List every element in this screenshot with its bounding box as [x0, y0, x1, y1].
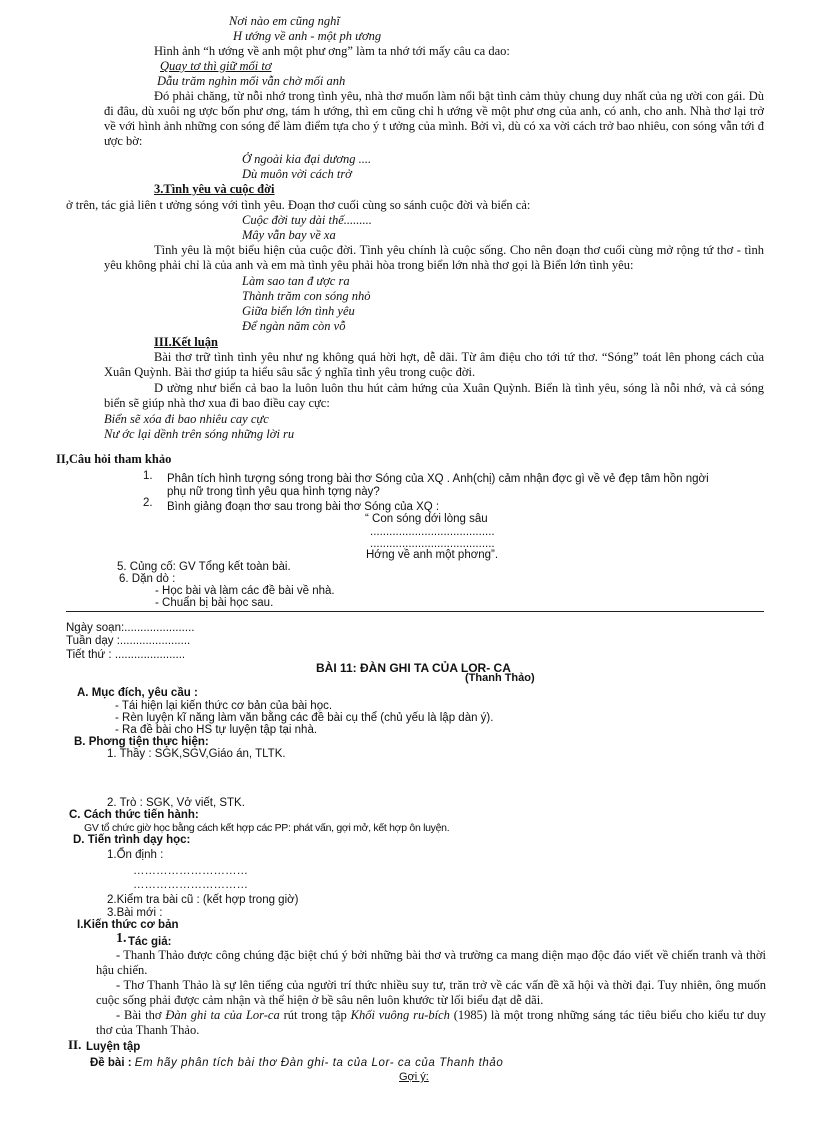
step-line: 6. Dặn dò :	[119, 573, 176, 585]
paragraph: - Thơ Thanh Thảo là sự lên tiếng của người trí thức nhiều suy tư, trăn trở về các vấn đề xã hội và thời đại. Tuy nhiên, ông muốn cuộc sống phải được cảm nhận và thể hiện ở bề sâu nên luôn khước từ lối biểu đạt dễ dãi.	[96, 978, 766, 1007]
task-text: Em hãy phân tích bài thơ Đàn ghi- ta của Lor- ca của Thanh thảo	[134, 1057, 504, 1069]
poem-title: Đàn ghi ta của Lor-ca	[165, 1008, 280, 1022]
step-line: 3.Bài mới :	[107, 907, 163, 919]
ca-dao-line: Quay tơ thì giữ mối tơ	[160, 59, 272, 73]
paragraph: D ường như biển cả bao la luôn luôn thu hút cảm hứng của Xuân Quỳnh. Biển là tình yêu, sóng là nỗi nhớ, và cả sóng biển sẽ giúp nhà thơ xua đi bao điều cay cực:	[104, 381, 764, 410]
list-item: 2. Trò : SGK, Vở viết, STK.	[107, 797, 245, 809]
section-heading: C. Cách thức tiến hành:	[69, 809, 199, 821]
divider	[66, 611, 764, 612]
paragraph: Bài thơ trữ tình tình yêu như ng không quá hời hợt, dễ dãi. Từ âm điệu cho tới tứ thơ. “Sóng” toát lên phong cách của Xuân Quỳnh. Bài thơ giúp ta hiểu sâu sắc ý nghĩa tình yêu trong cuộc đời.	[104, 350, 764, 379]
text-run: (1985) là một trong những sáng tác tiêu biểu cho kiểu tư duy thơ của Thanh Thảo.	[96, 1008, 766, 1037]
meta-line: Tiết thứ : ......................	[66, 649, 186, 661]
dots-line: .......................................	[370, 526, 495, 538]
step-line: 5. Củng cố: GV Tổng kết toàn bài.	[117, 561, 291, 573]
step-line: 2.Kiểm tra bài cũ : (kết hợp trong giờ)	[107, 894, 299, 906]
verse-line: Ở ngoài kia đại dương ....	[242, 152, 372, 166]
hint-label: Gợi ý:	[399, 1071, 429, 1083]
verse-line: Giữa biển lớn tình yêu	[242, 304, 355, 318]
section-heading: III.Kết luận	[154, 335, 218, 349]
paragraph: - Thanh Thảo được công chúng đặc biệt chú ý bởi những bài thơ và trường ca mang diện mạo độc đáo viết về chiến tranh và thời hậu chiến.	[96, 948, 766, 977]
verse-line: Cuộc đời tuy dài thế.........	[242, 213, 372, 227]
dots-line: …………………………	[133, 865, 248, 877]
meta-line: Tuần dạy :......................	[66, 635, 191, 647]
section-heading: 3.Tình yêu và cuộc đời	[154, 182, 275, 196]
lesson-title: BÀI 11: ĐÀN GHI TA CỦA LOR- CA	[316, 661, 511, 675]
section-heading: D. Tiến trình dạy học:	[73, 834, 191, 846]
section-number: II.	[68, 1037, 82, 1052]
section-heading: II,Câu hỏi tham khảo	[56, 452, 172, 466]
question-text: phụ nữ trong tình yêu qua hình tợng này?	[167, 486, 380, 498]
verse-line: Nư ớc lại dềnh trên sóng những lời ru	[104, 427, 295, 441]
verse-line: Nơi nào em cũng nghĩ	[229, 14, 340, 28]
verse-line: Mây vẫn bay về xa	[242, 228, 336, 242]
section-heading: I.Kiến thức cơ bản	[77, 919, 179, 931]
lesson-author: (Thanh Thảo)	[465, 672, 535, 684]
list-item: - Chuẩn bị bài học sau.	[155, 597, 274, 609]
paragraph: GV tổ chức giờ học bằng cách kết hợp các PP: phát vấn, gợi mở, kết hợp ôn luyện.	[84, 822, 450, 834]
text-run: - Bài thơ	[116, 1008, 166, 1022]
collection-title: Khối vuông ru-bích	[350, 1008, 450, 1022]
list-item: 1. Thầy : SGK,SGV,Giáo án, TLTK.	[107, 748, 286, 760]
verse-line: Thành trăm con sóng nhỏ	[242, 289, 371, 303]
list-item: - Tái hiện lại kiến thức cơ bản của bài học.	[115, 700, 333, 712]
task	[90, 1056, 503, 1071]
list-item: - Ra đề bài cho HS tự luyện tập tại nhà.	[115, 724, 318, 736]
verse-line: Biển sẽ xóa đi bao nhiêu cay cực	[104, 412, 269, 426]
paragraph	[96, 1008, 766, 1038]
meta-line: Ngày soạn:......................	[66, 622, 195, 634]
section-heading: B. Phơng tiện thực hiện:	[74, 736, 209, 748]
question-text: Phân tích hình tượng sóng trong bài thơ Sóng của XQ . Anh(chị) cảm nhận đợc gì về vẻ đẹp tâm hồn ngời	[167, 473, 709, 485]
text-run: rút trong tập	[279, 1008, 351, 1022]
verse-line: H ướng về anh - một ph ương	[233, 29, 382, 43]
section-heading: Luyện tập	[86, 1041, 141, 1053]
question-text: Bình giảng đoạn thơ sau trong bài thơ Sóng của XQ :	[167, 501, 440, 513]
ca-dao-line: Dẫu trăm nghìn mối vẫn chờ mối anh	[157, 74, 346, 88]
verse-line: “ Con sóng dới lòng sâu	[365, 513, 488, 525]
question-number: 2.	[143, 497, 153, 509]
verse-line: Dù muôn vời cách trở	[242, 167, 352, 181]
paragraph: Hình ảnh “h ướng về anh một phư ơng” làm ta nhớ tới mấy câu ca dao:	[154, 44, 510, 58]
verse-line: Hớng về anh một phơng”.	[366, 549, 499, 561]
step-line: 1.Ổn định :	[107, 849, 164, 861]
verse-line: Làm sao tan đ ược ra	[242, 274, 350, 288]
question-number: 1.	[143, 470, 153, 482]
list-item: - Học bài và làm các đề bài về nhà.	[155, 585, 335, 597]
dots-line: .......................................	[370, 538, 495, 550]
paragraph: ở trên, tác giả liên t ưởng sóng với tình yêu. Đoạn thơ cuối cùng so sánh cuộc đời và biển cả:	[66, 198, 531, 212]
section-heading: A. Mục đích, yêu cầu :	[77, 687, 198, 699]
dots-line: …………………………	[133, 879, 248, 891]
list-item: - Rèn luyện kĩ năng làm văn bằng các đề bài cụ thể (chủ yếu là lập dàn ý).	[115, 712, 494, 724]
paragraph: Đó phải chăng, từ nỗi nhớ trong tình yêu, nhà thơ muốn làm nổi bật tình cảm thủy chung duy nhất của ng ười con gái. Dù đi đâu, dù xuôi ng ược bốn phư ơng, tám h ướng, thì em cũng chỉ h ướng về một phư ơng của anh, có anh, cho anh. Nhà thơ lại trở về với hình ảnh những con sóng để làm điểm tựa cho ý t ưởng của mình. Bởi vì, dù có xa vời cách trở bao nhiêu, con sóng vẫn tới đ ược bờ:	[104, 89, 764, 148]
paragraph: Tình yêu là một biểu hiện của cuộc đời. Tình yêu chính là cuộc sống. Cho nên đoạn thơ cuối cùng mở rộng tứ thơ - tình yêu không phải chỉ là của anh và em mà tình yêu phải hòa trong biển lớn nhà thơ gọi là Biển lớn tình yêu:	[104, 243, 764, 272]
item-number: 1.	[116, 931, 127, 946]
task-label: Đề bài :	[90, 1057, 135, 1069]
subsection-heading: Tác giả:	[128, 936, 172, 948]
verse-line: Để ngàn năm còn vỗ	[242, 319, 346, 333]
